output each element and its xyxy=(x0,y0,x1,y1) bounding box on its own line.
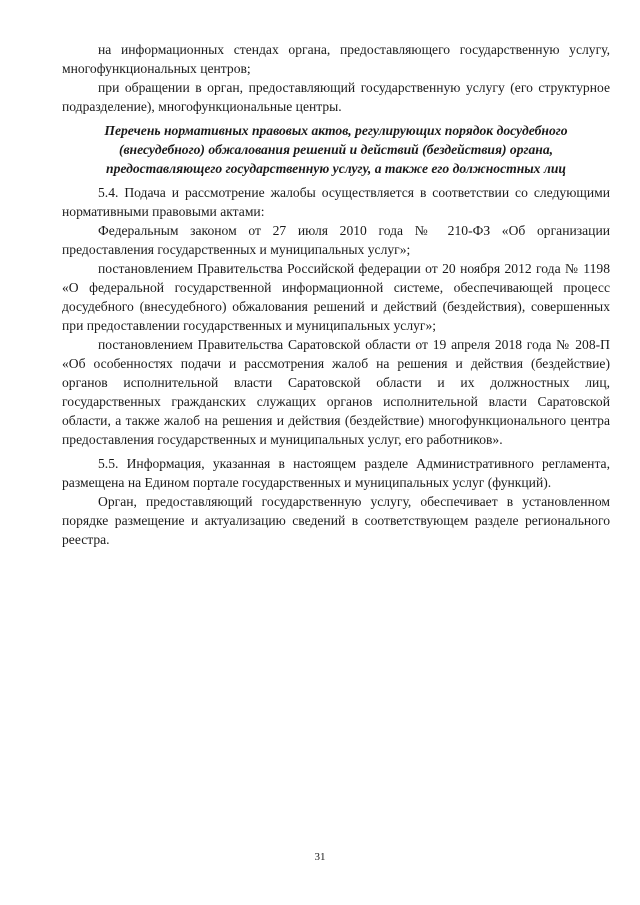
document-body xyxy=(62,40,610,549)
paragraph-federal-law: Федеральным законом от 27 июля 2010 года № 210-ФЗ «Об организации предоставления государственных и муниципальных услуг»; xyxy=(62,223,610,257)
paragraph-5-5-info: 5.5. Информация, указанная в настоящем разделе Административного регламента, размещена на Едином портале государственных и муниципальных услуг (функций). xyxy=(62,456,610,490)
page-number: 31 xyxy=(314,851,326,863)
paragraph-appeal-to-organ: при обращении в орган, предоставляющий государственную услугу (его структурное подразделение), многофункциональные центры. xyxy=(62,80,610,114)
paragraph-registry-update: Орган, предоставляющий государственную услугу, обеспечивает в установленном порядке размещение и актуализацию сведений в соответствующем разделе регионального реестра. xyxy=(62,494,610,547)
paragraph-government-resolution-1198: постановлением Правительства Российской федерации от 20 ноября 2012 года № 1198 «О федеральной государственной информационной системе, обеспечивающей процесс досудебного (внесудебного) обжалования решений и действий (бездействия), совершенных при предоставлении государственных и муниципальных услуг»; xyxy=(62,261,610,333)
section-heading: Перечень нормативных правовых актов, регулирующих порядок досудебного (внесудебного) обжалования решений и действий (бездействия) органа, предоставляющего государственную услугу, а также его должностных лиц xyxy=(104,123,568,176)
paragraph-info-stands: на информационных стендах органа, предоставляющего государственную услугу, многофункциональных центров; xyxy=(62,42,610,76)
paragraph-5-4-intro: 5.4. Подача и рассмотрение жалобы осуществляется в соответствии со следующими нормативными правовыми актами: xyxy=(62,185,610,219)
paragraph-saratov-resolution-208: постановлением Правительства Саратовской области от 19 апреля 2018 года № 208-П «Об особенностях подачи и рассмотрения жалоб на решения и действия (бездействие) органов исполнительной власти Саратовской области и их должностных лиц, государственных гражданских служащих органов исполнительной власти Саратовской области, а также жалоб на решения и действия (бездействие) многофункционального центра предоставления государственных и муниципальных услуг, его работников». xyxy=(62,337,610,447)
